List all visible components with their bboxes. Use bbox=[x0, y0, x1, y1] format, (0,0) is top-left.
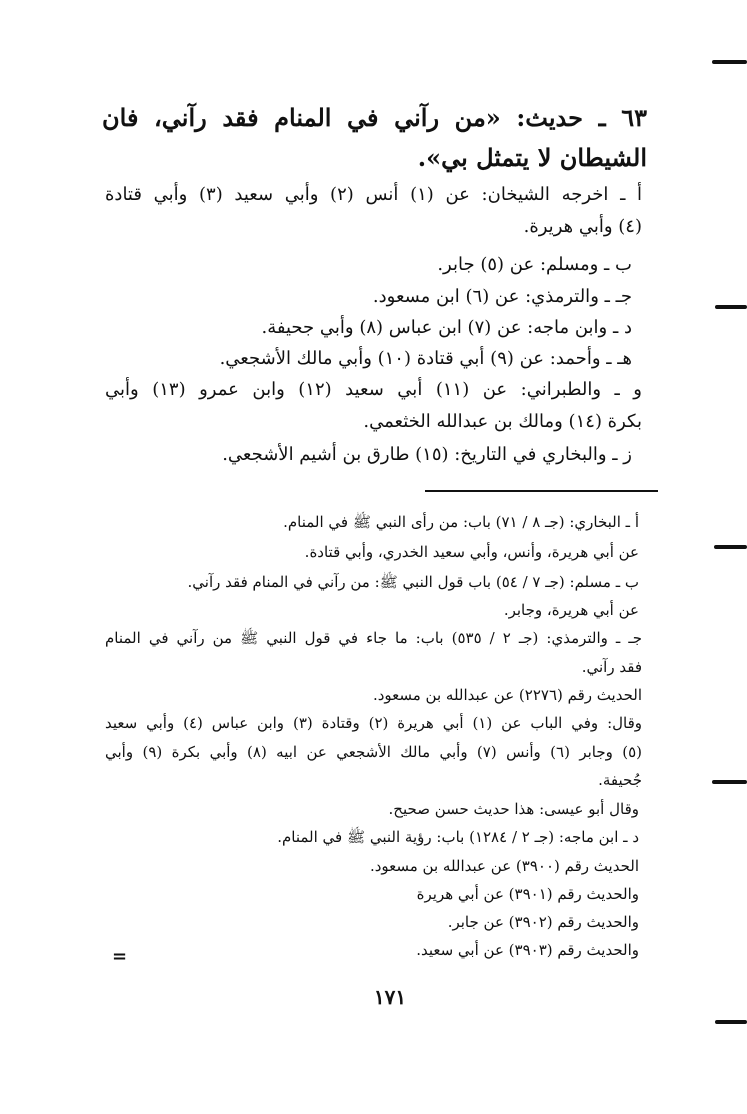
hadith-heading: ٦٣ ـ حديث: «من رآني في المنام فقد رآني، فان الشيطان لا يتمثل بي». bbox=[102, 103, 647, 172]
footnote-line: فقد رآني. bbox=[581, 658, 642, 676]
footnote-line: أ ـ البخاري: (جـ ٨ / ٧١) باب: من رأى النبي ﷺ في المنام. bbox=[283, 513, 639, 531]
body-line: هـ ـ وأحمد: عن (٩) أبي قتادة (١٠) وأبي مالك الأشجعي. bbox=[219, 348, 632, 369]
body-line: ز ـ والبخاري في التاريخ: (١٥) طارق بن أشيم الأشجعي. bbox=[222, 444, 632, 465]
body-line: أ ـ اخرجه الشيخان: عن (١) أنس (٢) وأبي سعيد (٣) وأبي قتادة bbox=[105, 184, 643, 205]
footnote-line: جـ ـ والترمذي: (جـ ٢ / ٥٣٥) باب: ما جاء في قول النبي ﷺ من رآني في المنام bbox=[105, 629, 643, 647]
margin-mark bbox=[715, 305, 747, 309]
footnote-line: وقال: وفي الباب عن (١) أبي هريرة (٢) وقتادة (٣) وابن عباس (٤) وأبي سعيد bbox=[105, 714, 643, 732]
footnote-line: والحديث رقم (٣٩٠٣) عن أبي سعيد. bbox=[416, 941, 639, 959]
footnote-separator bbox=[425, 490, 658, 492]
page-number: ١٧١ bbox=[373, 985, 407, 1009]
footnote-line: والحديث رقم (٣٩٠٢) عن جابر. bbox=[447, 913, 639, 931]
footnote-line: والحديث رقم (٣٩٠١) عن أبي هريرة bbox=[416, 885, 639, 903]
body-line: (٤) وأبي هريرة. bbox=[523, 216, 642, 237]
footnote-line: ب ـ مسلم: (جـ ٧ / ٥٤) باب قول النبي ﷺ: من رآني في المنام فقد رآني. bbox=[187, 573, 639, 591]
footnote-line: عن أبي هريرة، وأنس، وأبي سعيد الخدري، وأبي قتادة. bbox=[304, 543, 639, 561]
body-line: ب ـ ومسلم: عن (٥) جابر. bbox=[437, 254, 632, 275]
footnote-line: الحديث رقم (٢٢٧٦) عن عبدالله بن مسعود. bbox=[372, 686, 642, 704]
margin-mark bbox=[712, 60, 747, 64]
footnote-line: (٥) وجابر (٦) وأنس (٧) وأبي مالك الأشجعي عن ابيه (٨) وأبي بكرة (٩) وأبي bbox=[105, 743, 643, 761]
body-line: و ـ والطبراني: عن (١١) أبي سعيد (١٢) وابن عمرو (١٣) وأبي bbox=[105, 379, 642, 400]
margin-mark bbox=[714, 545, 747, 549]
body-line: د ـ وابن ماجه: عن (٧) ابن عباس (٨) وأبي جحيفة. bbox=[261, 317, 632, 338]
footnote-line: عن أبي هريرة، وجابر. bbox=[503, 601, 639, 619]
margin-mark bbox=[715, 1020, 747, 1024]
continuation-sign: = bbox=[112, 946, 128, 967]
footnote-line: وقال أبو عيسى: هذا حديث حسن صحيح. bbox=[388, 800, 639, 818]
margin-mark bbox=[712, 780, 747, 784]
footnote-line: الحديث رقم (٣٩٠٠) عن عبدالله بن مسعود. bbox=[369, 857, 639, 875]
footnote-line: د ـ ابن ماجه: (جـ ٢ / ١٢٨٤) باب: رؤية النبي ﷺ في المنام. bbox=[277, 828, 639, 846]
body-line: جـ ـ والترمذي: عن (٦) ابن مسعود. bbox=[372, 286, 632, 307]
body-line: بكرة (١٤) ومالك بن عبدالله الخثعمي. bbox=[363, 411, 642, 432]
footnote-line: جُحيفة. bbox=[598, 771, 642, 789]
